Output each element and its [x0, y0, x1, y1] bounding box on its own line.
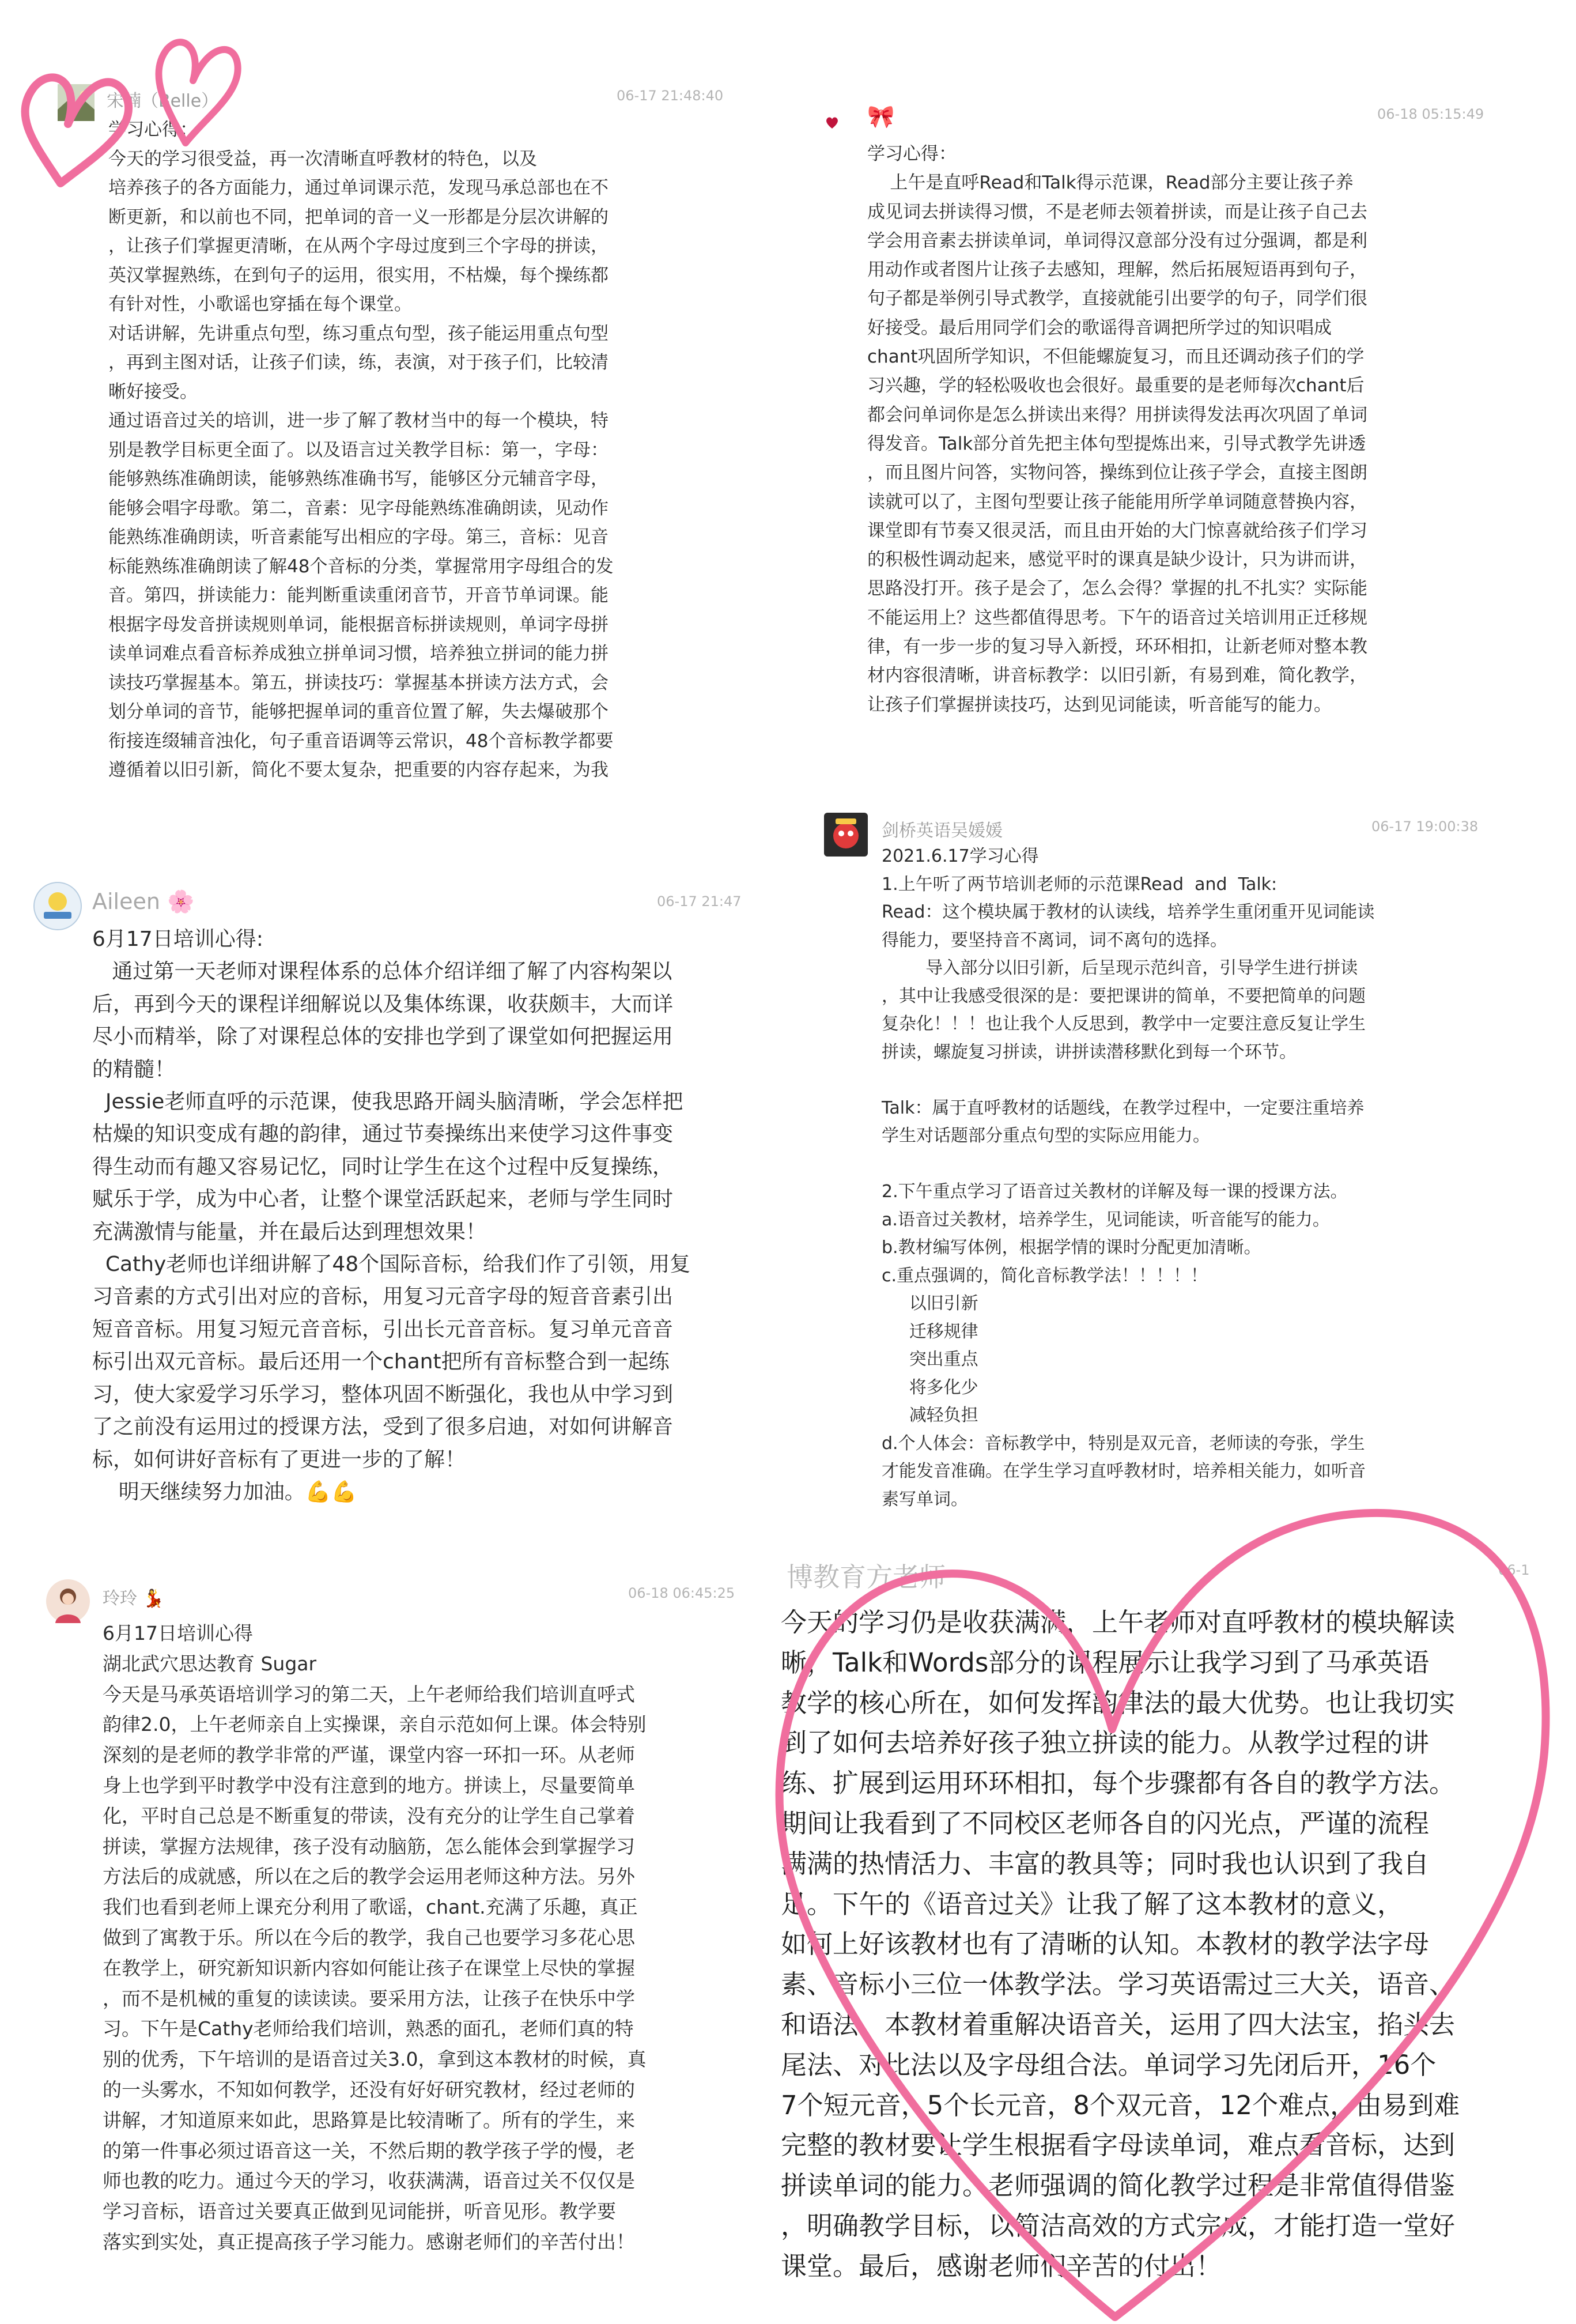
post-timestamp: 06-18 05:15:49: [1377, 106, 1484, 122]
post-card-2: [807, 98, 1498, 732]
post-card-4: [818, 807, 1533, 1527]
post-body: 学习心得： 上午是直呼Read和Talk得示范课，Read部分主要让孩子养 成见词去拼读得习惯，不是老师去领着拼读，而是让孩子自己去 学会用音素去拼读单词，单词得汉意部分没有过分强调，都是利 用动作或者图片让孩子去感知，理解，然后拓展短语再到句子， 句子都是举例引导式教学，直接就能引出要学的句子，同学们很 好接受。最后用同学们会的歌谣得音调把所学过的知识唱成 chant巩固所学知识，不但能螺旋复习，而且还调动孩子们的学 习兴趣，学的轻松吸收也会很好。最重要的是老师每次chant后 都会问单词你是怎么拼读出来得？用拼读得发法再次巩固了单词 得发音。Talk部分首先把主体句型提炼出来，引导式教学先讲透 ，而且图片问答，实物问答，操练到位让孩子学会，直接主图朗 读就可以了，主图句型要让孩子能能用所学单词随意替换内容， 课堂即有节奏又很灵活，而且由开始的大门惊喜就给孩子们学习 的积极性调动起来，感觉平时的课真是缺少设计，只为讲而讲， 思路没打开。孩子是会了，怎么会得？掌握的扎不扎实？实际能 不能运用上？这些都值得思考。下午的语音过关培训用正迁移规 律，有一步一步的复习导入新授，环环相扣，让新老师对整本教 材内容很清晰，讲音标教学：以旧引新，有易到难，简化教学， 让孩子们掌握拼读技巧，达到见词能读，听音能写的能力。: [867, 144, 1367, 715]
post-body: 6月17日培训心得 湖北武穴思达教育 Sugar 今天是马承英语培训学习的第二天，上午老师给我们培训直呼式 韵律2.0，上午老师亲自上实操课，亲自示范如何上课。体会特别 深刻的是老师的教学非常的严谨，课堂内容一环扣一环。从老师 身上也学到平时教学中没有注意到的地方。拼读上，尽量要简单 化，平时自己总是不断重复的带读，没有充分的让学生自己掌着 拼读，掌握方法规律，孩子没有动脑筋，怎么能体会到掌握学习 方法后的成就感，所以在之后的教学会运用老师这种方法。另外 我们也看到老师上课充分利用了歌谣，chant.充满了乐趣，真正 做到了寓教于乐。所以在今后的教学，我自己也要学习多花心思 在教学上，研究新知识新内容如何能让孩子在课堂上尽快的掌握 ，而不是机械的重复的读读读。要采用方法，让孩子在快乐中学 习。下午是Cathy老师给我们培训，熟悉的面孔，老师们真的特 别的优秀，下午培训的是语音过关3.0，拿到这本教材的时候，真 的一头雾水，不知如何教学，还没有好好研究教材，经过老师的 讲解，才知道原来如此，思路算是比较清晰了。所有的学生，来 的第一件事必须过语音这一关，不然后期的教学孩子学的慢，老 师也教的吃力。通过今天的学习，收获满满，语音过关不仅仅是 学习音标，语音过关要真正做到见词能拼，听音见形。教学要 落实到实处，真正提高孩子学习能力。感谢老师们的辛苦付出！: [103, 1622, 647, 2253]
post-card-3: [29, 870, 766, 1539]
child-avatar-icon[interactable]: [46, 1579, 90, 1623]
post-card-1: [46, 75, 724, 780]
post-author[interactable]: 博教育方老师: [787, 1561, 946, 1593]
post-author[interactable]: 剑桥英语吴媛媛: [882, 821, 1003, 841]
post-body: 2021.6.17学习心得 1.上午听了两节培训老师的示范课Read and Talk: Read：这个模块属于教材的认读线，培养学生重闭重开见词能读 得能力，要坚持音不离词，词不离句的选择。 导入部分以旧引新，后呈现示范纠音，引导学生进行拼读 ，其中让我感受很深的是：要把课讲的简单，不要把简单的问题 复杂化！！！也让我个人反思到，教学中一定要注意反复让学生 拼读，螺旋复习拼读，讲拼读潜移默化到每一个环节。 Talk：属于直呼教材的话题线，在教学过程中，一定要注重培养 学生对话题部分重点句型的实际应用能力。 2.下午重点学习了语音过关教材的详解及每一课的授课方法。 a.语音过关教材，培养学生，见词能读，听音能写的能力。 b.教材编写体例，根据学情的课时分配更加清晰。 c.重点强调的，简化音标教学法！！！！！ 以旧引新 迁移规律 突出重点 将多化少 减轻负担 d.个人体会：音标教学中，特别是双元音，老师读的夸张，学生 才能发音准确。在学生学习直呼教材时，培养相关能力，如听音 素写单词。: [882, 846, 1375, 1510]
post-timestamp: 06-17 21:47: [657, 893, 742, 910]
cartoon-avatar-icon[interactable]: [824, 813, 868, 857]
post-author[interactable]: 玲玲 💃: [103, 1589, 164, 1609]
post-body: 学习心得： 今天的学习很受益，再一次清晰直呼教材的特色，以及 培养孩子的各方面能力，通过单词课示范，发现马承总部也在不 断更新，和以前也不同，把单词的音一义一形都是分层次讲解的 ，让孩子们掌握更清晰，在从两个字母过度到三个字母的拼读， 英汉掌握熟练，在到句子的运用，很实用，不枯燥，每个操练都 有针对性，小歌谣也穿插在每个课堂。 对话讲解，先讲重点句型，练习重点句型，孩子能运用重点句型 ，再到主图对话，让孩子们读，练，表演，对于孩子们，比较清 晰好接受。 通过语音过关的培训，进一步了解了教材当中的每一个模块，特 别是教学目标更全面了。以及语言过关教学目标：第一，字母： 能够熟练准确朗读，能够熟练准确书写，能够区分元辅音字母， 能够会唱字母歌。第二，音素：见字母能熟练准确朗读，见动作 能熟练准确朗读，听音素能写出相应的字母。第三，音标：见音 标能熟练准确朗读了解48个音标的分类，掌握常用字母组合的发 音。第四，拼读能力：能判断重读重闭音节，开音节单词课。能 根据字母发音拼读规则单词，能根据音标拼读规则，单词字母拼 读单词难点看音标养成独立拼单词习惯，培养独立拼词的能力拼 读技巧掌握基本。第五，拼读技巧：掌握基本拼读方法方式，会 划分单词的音节，能够把握单词的重音位置了解，失去爆破那个 衔接连缀辅音浊化，句子重音语调等云常识，48个音标教学都要 遵循着以旧引新，简化不要太复杂，把重要的内容存起来，为我: [108, 119, 614, 780]
logo-avatar-icon[interactable]: [33, 882, 82, 930]
post-timestamp: 06-1: [1498, 1562, 1530, 1578]
post-timestamp: 06-18 06:45:25: [628, 1585, 735, 1601]
heart-avatar-icon[interactable]: [824, 114, 840, 130]
post-card-6: [781, 1550, 1549, 2324]
post-card-5: [29, 1568, 766, 2317]
post-author[interactable]: 宋楠（Belle）: [107, 91, 219, 111]
post-author[interactable]: Aileen 🌸: [92, 889, 195, 914]
post-timestamp: 06-17 19:00:38: [1371, 818, 1479, 835]
post-body: 今天的学习仍是收获满满，上午老师对直呼教材的模块解读 晰，Talk和Words部分的课程展示让我学习到了马承英语 教学的核心所在，如何发挥韵律法的最大优势。也让我切实 到了如何去培养好孩子独立拼读的能力。从教学过程的讲 练、扩展到运用环环相扣，每个步骤都有各自的教学方法。 期间让我看到了不同校区老师各自的闪光点，严谨的流程 满满的热情活力、丰富的教具等；同时我也认识到了我自 足。下午的《语音过关》让我了解了这本教材的意义， 如何上好该教材也有了清晰的认知。本教材的教学法字母 素、音标小三位一体教学法。学习英语需过三大关，语音、 和语法。本教材着重解决语音关，运用了四大法宝，掐头去 尾法、对比法以及字母组合法。单词学习先闭后开，16个 7个短元音，5个长元音，8个双元音，12个难点，由易到难 完整的教材要让学生根据看字母读单词，难点看音标，达到 拼读单词的能力。老师强调的简化教学过程是非常值得借鉴 ，明确教学目标，以简洁高效的方式完成，才能打造一堂好 课堂。最后，感谢老师们辛苦的付出！: [781, 1607, 1460, 2281]
post-timestamp: 06-17 21:48:40: [617, 88, 724, 104]
post-author[interactable]: 🎀: [867, 104, 895, 129]
post-body: 6月17日培训心得: 通过第一天老师对课程体系的总体介绍详细了解了内容构架以 后，再到今天的课程详细解说以及集体练课，收获颇丰，大而详 尽小而精举，除了对课程总体的安排也学到了课堂如何把握运用 的精髓！ Jessie老师直呼的示范课，使我思路开阔头脑清晰，学会怎样把 枯燥的知识变成有趣的韵律，通过节奏操练出来使学习这件事变 得生动而有趣又容易记忆，同时让学生在这个过程中反复操练， 赋乐于学，成为中心者，让整个课堂活跃起来，老师与学生同时 充满激情与能量，并在最后达到理想效果！ Cathy老师也详细讲解了48个国际音标，给我们作了引领，用复 习音素的方式引出对应的音标，用复习元音字母的短音音素引出 短音音标。用复习短元音音标，引出长元音音标。复习单元音音 标引出双元音标。最后还用一个chant把所有音标整合到一起练 习，使大家爱学习乐学习，整体巩固不断强化，我也从中学习到 了之前没有运用过的授课方法，受到了很多启迪，对如何讲解音 标，如何讲好音标有了更进一步的了解！ 明天继续努力加油。💪💪: [92, 927, 691, 1504]
landscape-avatar-icon[interactable]: [58, 84, 95, 121]
